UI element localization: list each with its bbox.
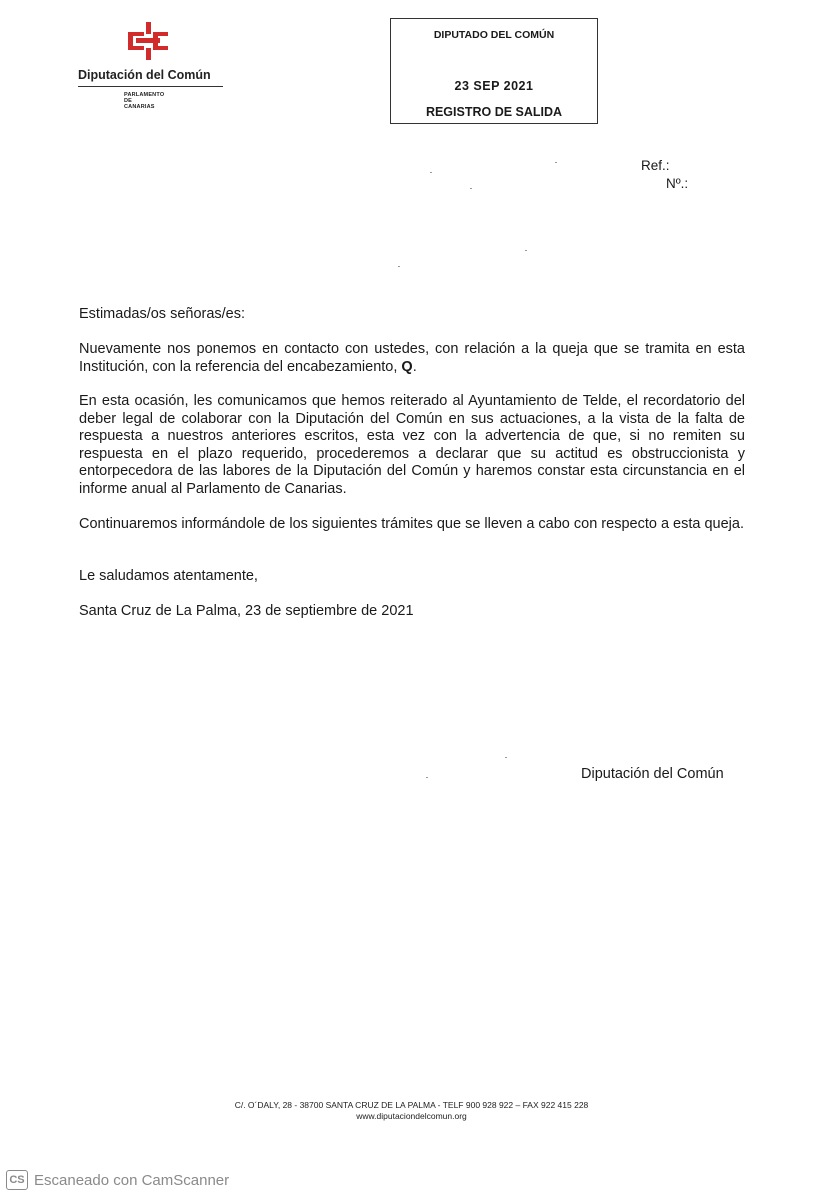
stamp-title: DIPUTADO DEL COMÚN xyxy=(433,29,555,41)
signature-speck xyxy=(505,757,507,758)
org-name: Diputación del Común xyxy=(78,68,223,87)
institution-logo xyxy=(78,22,228,110)
signature: Diputación del Común xyxy=(581,766,724,782)
registry-stamp xyxy=(390,18,598,124)
redaction-speck xyxy=(470,188,472,189)
num-label: Nº.: xyxy=(666,176,689,191)
redaction-speck xyxy=(555,162,557,163)
paragraph-2: En esta ocasión, les comunicamos que hemos reiterado al Ayuntamiento de Telde, el recordatorio del deber legal de colaborar con la Diputación del Común en sus actuaciones, a la vista de la falta de respuesta a nuestros anteriores escritos, esta vez con la advertencia de que, si no remiten su respuesta en el plazo requerido, procederemos a declarar que su actitud es obstruccionista y entorpecedora de las labores de la Diputación del Común y haremos constar esta circunstancia en el informe anual al Parlamento de Canarias. xyxy=(79,393,745,497)
redaction-speck xyxy=(525,250,527,251)
redaction-speck xyxy=(430,172,432,173)
paragraph-1-text: Nuevamente nos ponemos en contacto con ustedes, con relación a la queja que se tramita en esta Institución, con la referencia del encabezamiento, xyxy=(79,341,745,375)
paragraph-1-end: . xyxy=(412,358,417,375)
footer xyxy=(0,1100,823,1122)
redaction-speck xyxy=(398,266,400,267)
ref-label: Ref.: xyxy=(641,158,670,173)
complaint-ref: Q xyxy=(401,358,413,375)
place-date: Santa Cruz de La Palma, 23 de septiembre de 2021 xyxy=(79,603,414,619)
camscanner-icon: CS xyxy=(6,1170,28,1190)
paragraph-1 xyxy=(79,341,745,376)
greeting: Estimadas/os señoras/es: xyxy=(79,306,246,322)
stamp-register: REGISTRO DE SALIDA xyxy=(425,105,563,119)
parliament-label xyxy=(124,92,228,110)
dc-logo-icon xyxy=(126,22,170,60)
closing: Le saludamos atentamente, xyxy=(79,568,258,584)
footer-web: www.diputaciondelcomun.org xyxy=(356,1111,467,1121)
footer-address: C/. O´DALY, 28 - 38700 SANTA CRUZ DE LA PALMA - TELF 900 928 922 – FAX 922 415 228 xyxy=(234,1100,589,1110)
stamp-date: 23 SEP 2021 xyxy=(454,79,534,93)
scanner-watermark xyxy=(6,1170,229,1190)
paragraph-3: Continuaremos informándole de los siguientes trámites que se lleven a cabo con respecto a esta queja. xyxy=(79,516,744,532)
signature-speck xyxy=(426,777,428,778)
parliament-text: PARLAMENTO DE CANARIAS xyxy=(124,92,165,110)
scanner-label: Escaneado con CamScanner xyxy=(34,1171,230,1189)
